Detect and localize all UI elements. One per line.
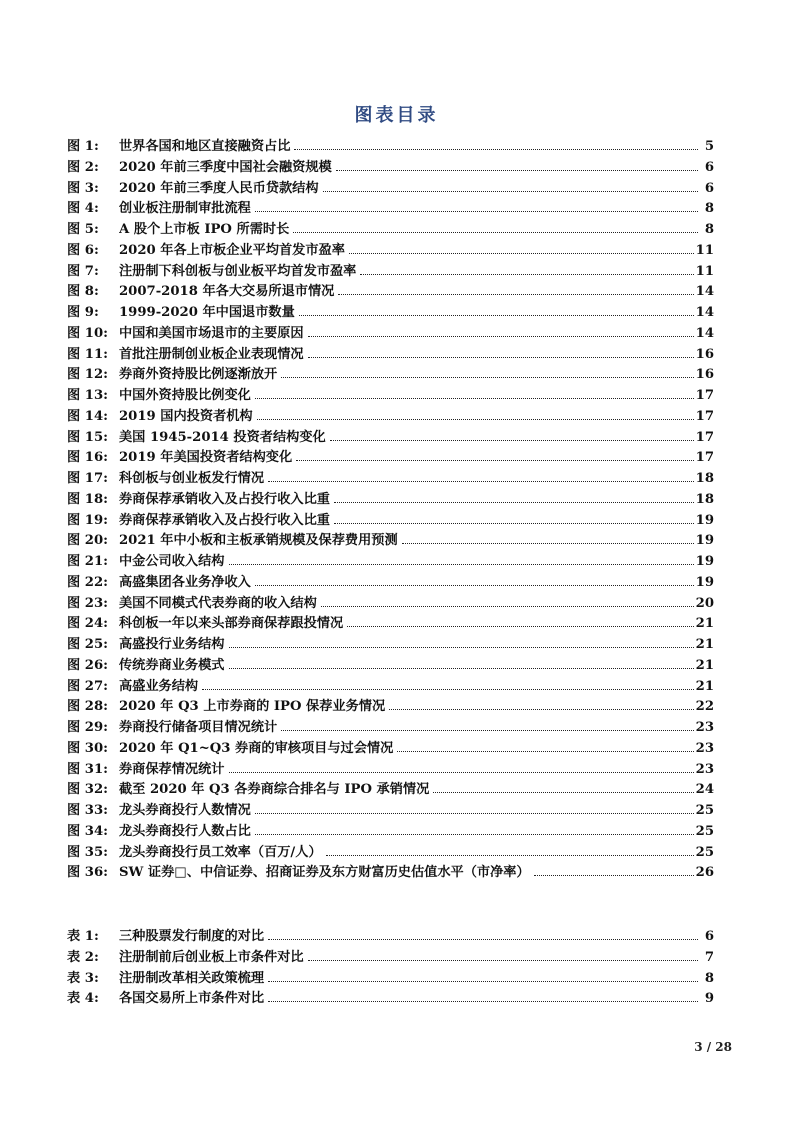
dot-leader xyxy=(229,772,694,773)
entry-label: 图 11: xyxy=(67,346,108,362)
dot-leader xyxy=(308,357,694,358)
figure-entry[interactable] xyxy=(67,843,714,864)
entry-text: 科创板与创业板发行情况 xyxy=(119,471,265,486)
dot-leader xyxy=(229,647,694,648)
dot-leader xyxy=(296,460,693,461)
entry-label: 表 1: xyxy=(67,929,99,944)
entry-label: 表 3: xyxy=(67,970,99,986)
figure-entry[interactable] xyxy=(67,303,714,324)
entry-text: 2021 年中小板和主板承销规模及保荐费用预测 xyxy=(119,533,398,549)
dot-leader xyxy=(268,1001,698,1002)
figure-entry[interactable] xyxy=(67,531,714,552)
entry-text: 首批注册制创业板企业表现情况 xyxy=(119,346,304,362)
entry-page-number: 20 xyxy=(695,595,714,611)
entry-page-number: 16 xyxy=(695,367,714,383)
entry-text: 中国外资持股比例变化 xyxy=(119,388,251,403)
figure-entry[interactable] xyxy=(67,469,714,490)
entry-page-number: 23 xyxy=(695,761,714,777)
figure-entry[interactable] xyxy=(67,220,714,241)
figure-entry[interactable] xyxy=(67,158,714,179)
entry-text: 高盛投行业务结构 xyxy=(119,637,225,652)
entry-page-number: 14 xyxy=(695,305,714,320)
figure-entry[interactable] xyxy=(67,822,714,843)
dot-leader xyxy=(349,253,694,254)
entry-page-number: 17 xyxy=(695,408,714,424)
dot-leader xyxy=(326,855,694,856)
entry-label: 图 6: xyxy=(67,242,99,258)
entry-page-number: 8 xyxy=(704,201,714,217)
entry-label: 图 31: xyxy=(67,761,108,777)
figure-entry[interactable] xyxy=(67,179,714,200)
entry-text: 注册制改革相关政策梳理 xyxy=(119,970,265,986)
entry-text: 2019 国内投资者机构 xyxy=(119,408,253,424)
dot-leader xyxy=(433,792,693,793)
dot-leader xyxy=(255,834,694,835)
table-entry[interactable] xyxy=(67,948,714,969)
figure-entry[interactable] xyxy=(67,137,714,158)
entry-label: 图 13: xyxy=(67,388,108,403)
entry-text: 券商保荐承销收入及占投行收入比重 xyxy=(119,491,330,507)
entry-text: 中金公司收入结构 xyxy=(119,554,225,569)
figure-entry[interactable] xyxy=(67,241,714,262)
figure-entry[interactable] xyxy=(67,199,714,220)
entry-page-number: 7 xyxy=(704,949,714,965)
entry-label: 图 15: xyxy=(67,429,108,445)
entry-page-number: 19 xyxy=(695,533,714,549)
dot-leader xyxy=(268,481,694,482)
dot-leader xyxy=(336,170,698,171)
figure-entry[interactable] xyxy=(67,490,714,511)
entry-label: 图 24: xyxy=(67,616,108,632)
figure-entry[interactable] xyxy=(67,262,714,283)
entry-page-number: 23 xyxy=(695,720,714,735)
entry-label: 图 34: xyxy=(67,823,108,839)
dot-leader xyxy=(338,294,693,295)
figure-entry[interactable] xyxy=(67,448,714,469)
entry-text: 券商外资持股比例逐渐放开 xyxy=(119,367,278,383)
entry-page-number: 8 xyxy=(704,970,714,986)
entry-page-number: 21 xyxy=(695,678,714,694)
entry-text: 美国 1945-2014 投资者结构变化 xyxy=(119,429,326,445)
table-entry[interactable] xyxy=(67,927,714,948)
entry-text: 龙头券商投行员工效率（百万/人） xyxy=(119,844,322,860)
entry-page-number: 25 xyxy=(695,803,714,818)
entry-label: 表 2: xyxy=(67,949,99,965)
entry-page-number: 17 xyxy=(695,429,714,445)
entry-label: 图 28: xyxy=(67,699,108,715)
figure-entry[interactable] xyxy=(67,780,714,801)
entry-text: 三种股票发行制度的对比 xyxy=(119,929,265,944)
entry-text: 高盛业务结构 xyxy=(119,678,199,694)
table-entry[interactable] xyxy=(67,989,714,1010)
entry-text: 美国不同模式代表券商的收入结构 xyxy=(119,595,317,611)
entry-text: 龙头券商投行人数占比 xyxy=(119,823,251,839)
entry-page-number: 6 xyxy=(704,159,714,175)
entry-label: 图 12: xyxy=(67,367,108,383)
entry-text: 2020 年 Q1~Q3 券商的审核项目与过会情况 xyxy=(119,740,394,756)
dot-leader xyxy=(323,191,698,192)
entry-page-number: 16 xyxy=(695,346,714,362)
dot-leader xyxy=(389,709,693,710)
entry-page-number: 6 xyxy=(704,180,714,196)
entry-text: 1999-2020 年中国退市数量 xyxy=(119,305,295,320)
entry-label: 图 10: xyxy=(67,325,108,341)
entry-text: 2020 年各上市板企业平均首发市盈率 xyxy=(119,242,345,258)
entry-text: SW 证券□、中信证券、招商证券及东方财富历史估值水平（市净率） xyxy=(119,865,530,881)
dot-leader xyxy=(299,315,694,316)
entry-text: 2020 年前三季度人民币贷款结构 xyxy=(119,180,319,196)
entry-text: 2020 年 Q3 上市券商的 IPO 保荐业务情况 xyxy=(119,699,386,715)
figure-entry[interactable] xyxy=(67,863,714,884)
entry-label: 图 27: xyxy=(67,678,108,694)
entry-page-number: 11 xyxy=(695,242,714,258)
entry-label: 图 23: xyxy=(67,595,108,611)
entry-page-number: 5 xyxy=(704,139,714,154)
entry-text: 中国和美国市场退市的主要原因 xyxy=(119,325,304,341)
entry-text: 2019 年美国投资者结构变化 xyxy=(119,450,293,466)
entry-label: 图 29: xyxy=(67,720,108,735)
figure-entry[interactable] xyxy=(67,677,714,698)
entry-text: 2007-2018 年各大交易所退市情况 xyxy=(119,284,335,300)
dot-leader xyxy=(534,875,694,876)
entry-text: 券商保荐承销收入及占投行收入比重 xyxy=(119,512,330,528)
page-number: 3 / 28 xyxy=(694,1040,732,1054)
dot-leader xyxy=(281,377,693,378)
entry-page-number: 21 xyxy=(695,637,714,652)
entry-page-number: 18 xyxy=(695,491,714,507)
entry-page-number: 23 xyxy=(695,740,714,756)
entry-page-number: 6 xyxy=(704,929,714,944)
entry-label: 图 16: xyxy=(67,450,108,466)
dot-leader xyxy=(255,585,694,586)
figure-entry[interactable] xyxy=(67,656,714,677)
entry-page-number: 21 xyxy=(695,657,714,673)
entry-text: A 股个上市板 IPO 所需时长 xyxy=(119,222,290,237)
entry-label: 图 2: xyxy=(67,159,99,175)
entry-label: 图 14: xyxy=(67,408,108,424)
dot-leader xyxy=(402,543,694,544)
entry-label: 图 1: xyxy=(67,139,99,154)
dot-leader xyxy=(255,211,698,212)
entry-label: 表 4: xyxy=(67,991,99,1007)
entry-label: 图 19: xyxy=(67,512,108,528)
dot-leader xyxy=(255,813,694,814)
dot-leader xyxy=(293,232,698,233)
entry-text: 世界各国和地区直接融资占比 xyxy=(119,139,291,154)
dot-leader xyxy=(257,419,694,420)
entry-label: 图 30: xyxy=(67,740,108,756)
figure-entry[interactable] xyxy=(67,697,714,718)
entry-label: 图 35: xyxy=(67,844,108,860)
entry-text: 券商投行储备项目情况统计 xyxy=(119,720,278,735)
dot-leader xyxy=(255,398,694,399)
figure-entry[interactable] xyxy=(67,552,714,573)
entry-label: 图 32: xyxy=(67,782,108,798)
dot-leader xyxy=(229,668,694,669)
dot-leader xyxy=(334,523,694,524)
entry-text: 券商保荐情况统计 xyxy=(119,761,225,777)
entry-text: 高盛集团各业务净收入 xyxy=(119,574,251,590)
entry-label: 图 22: xyxy=(67,574,108,590)
entry-page-number: 25 xyxy=(695,844,714,860)
entry-label: 图 18: xyxy=(67,491,108,507)
entry-page-number: 14 xyxy=(695,284,714,300)
toc-title: 图表目录 xyxy=(354,105,439,126)
entry-label: 图 25: xyxy=(67,637,108,652)
figure-entry[interactable] xyxy=(67,407,714,428)
figure-entry[interactable] xyxy=(67,511,714,532)
entry-text: 注册制前后创业板上市条件对比 xyxy=(119,949,304,965)
table-list xyxy=(67,927,714,1010)
figure-entry[interactable] xyxy=(67,760,714,781)
dot-leader xyxy=(360,274,693,275)
entry-label: 图 26: xyxy=(67,657,108,673)
figure-entry[interactable] xyxy=(67,594,714,615)
entry-page-number: 22 xyxy=(695,699,714,715)
dot-leader xyxy=(268,939,698,940)
dot-leader xyxy=(202,689,694,690)
entry-text: 截至 2020 年 Q3 各券商综合排名与 IPO 承销情况 xyxy=(119,782,430,798)
figure-entry[interactable] xyxy=(67,801,714,822)
entry-page-number: 19 xyxy=(695,554,714,569)
figure-entry[interactable] xyxy=(67,635,714,656)
entry-text: 注册制下科创板与创业板平均首发市盈率 xyxy=(119,263,357,279)
dot-leader xyxy=(308,960,698,961)
entry-page-number: 8 xyxy=(704,222,714,237)
dot-leader xyxy=(229,564,694,565)
entry-page-number: 25 xyxy=(695,823,714,839)
entry-label: 图 36: xyxy=(67,865,108,881)
figure-entry[interactable] xyxy=(67,718,714,739)
entry-page-number: 19 xyxy=(695,574,714,590)
dot-leader xyxy=(347,626,693,627)
figure-entry[interactable] xyxy=(67,386,714,407)
figure-entry[interactable] xyxy=(67,345,714,366)
figure-entry[interactable] xyxy=(67,324,714,345)
entry-label: 图 4: xyxy=(67,201,99,217)
entry-label: 图 33: xyxy=(67,803,108,818)
figure-list xyxy=(67,137,714,884)
dot-leader xyxy=(281,730,693,731)
dot-leader xyxy=(294,149,698,150)
entry-label: 图 3: xyxy=(67,180,99,196)
entry-text: 2020 年前三季度中国社会融资规模 xyxy=(119,159,332,175)
entry-text: 各国交易所上市条件对比 xyxy=(119,991,265,1007)
dot-leader xyxy=(330,440,694,441)
dot-leader xyxy=(397,751,693,752)
entry-page-number: 17 xyxy=(695,388,714,403)
entry-label: 图 5: xyxy=(67,222,99,237)
figure-entry[interactable] xyxy=(67,573,714,594)
entry-page-number: 9 xyxy=(704,991,714,1007)
entry-page-number: 17 xyxy=(695,450,714,466)
entry-text: 创业板注册制审批流程 xyxy=(119,201,251,217)
entry-page-number: 14 xyxy=(695,325,714,341)
figure-entry[interactable] xyxy=(67,365,714,386)
entry-text: 龙头券商投行人数情况 xyxy=(119,803,251,818)
entry-label: 图 20: xyxy=(67,533,108,549)
entry-page-number: 18 xyxy=(695,471,714,486)
dot-leader xyxy=(268,981,698,982)
dot-leader xyxy=(321,606,694,607)
entry-label: 图 9: xyxy=(67,305,99,320)
entry-label: 图 8: xyxy=(67,284,99,300)
entry-page-number: 24 xyxy=(695,782,714,798)
dot-leader xyxy=(308,336,694,337)
entry-page-number: 21 xyxy=(695,616,714,632)
dot-leader xyxy=(334,502,694,503)
figure-entry[interactable] xyxy=(67,428,714,449)
entry-page-number: 11 xyxy=(695,263,714,279)
table-entry[interactable] xyxy=(67,969,714,990)
entry-page-number: 26 xyxy=(695,865,714,881)
figure-entry[interactable] xyxy=(67,614,714,635)
figure-entry[interactable] xyxy=(67,739,714,760)
entry-label: 图 17: xyxy=(67,471,108,486)
entry-text: 科创板一年以来头部券商保荐跟投情况 xyxy=(119,616,344,632)
entry-page-number: 19 xyxy=(695,512,714,528)
entry-label: 图 21: xyxy=(67,554,108,569)
entry-text: 传统券商业务模式 xyxy=(119,657,225,673)
figure-entry[interactable] xyxy=(67,282,714,303)
entry-label: 图 7: xyxy=(67,263,99,279)
